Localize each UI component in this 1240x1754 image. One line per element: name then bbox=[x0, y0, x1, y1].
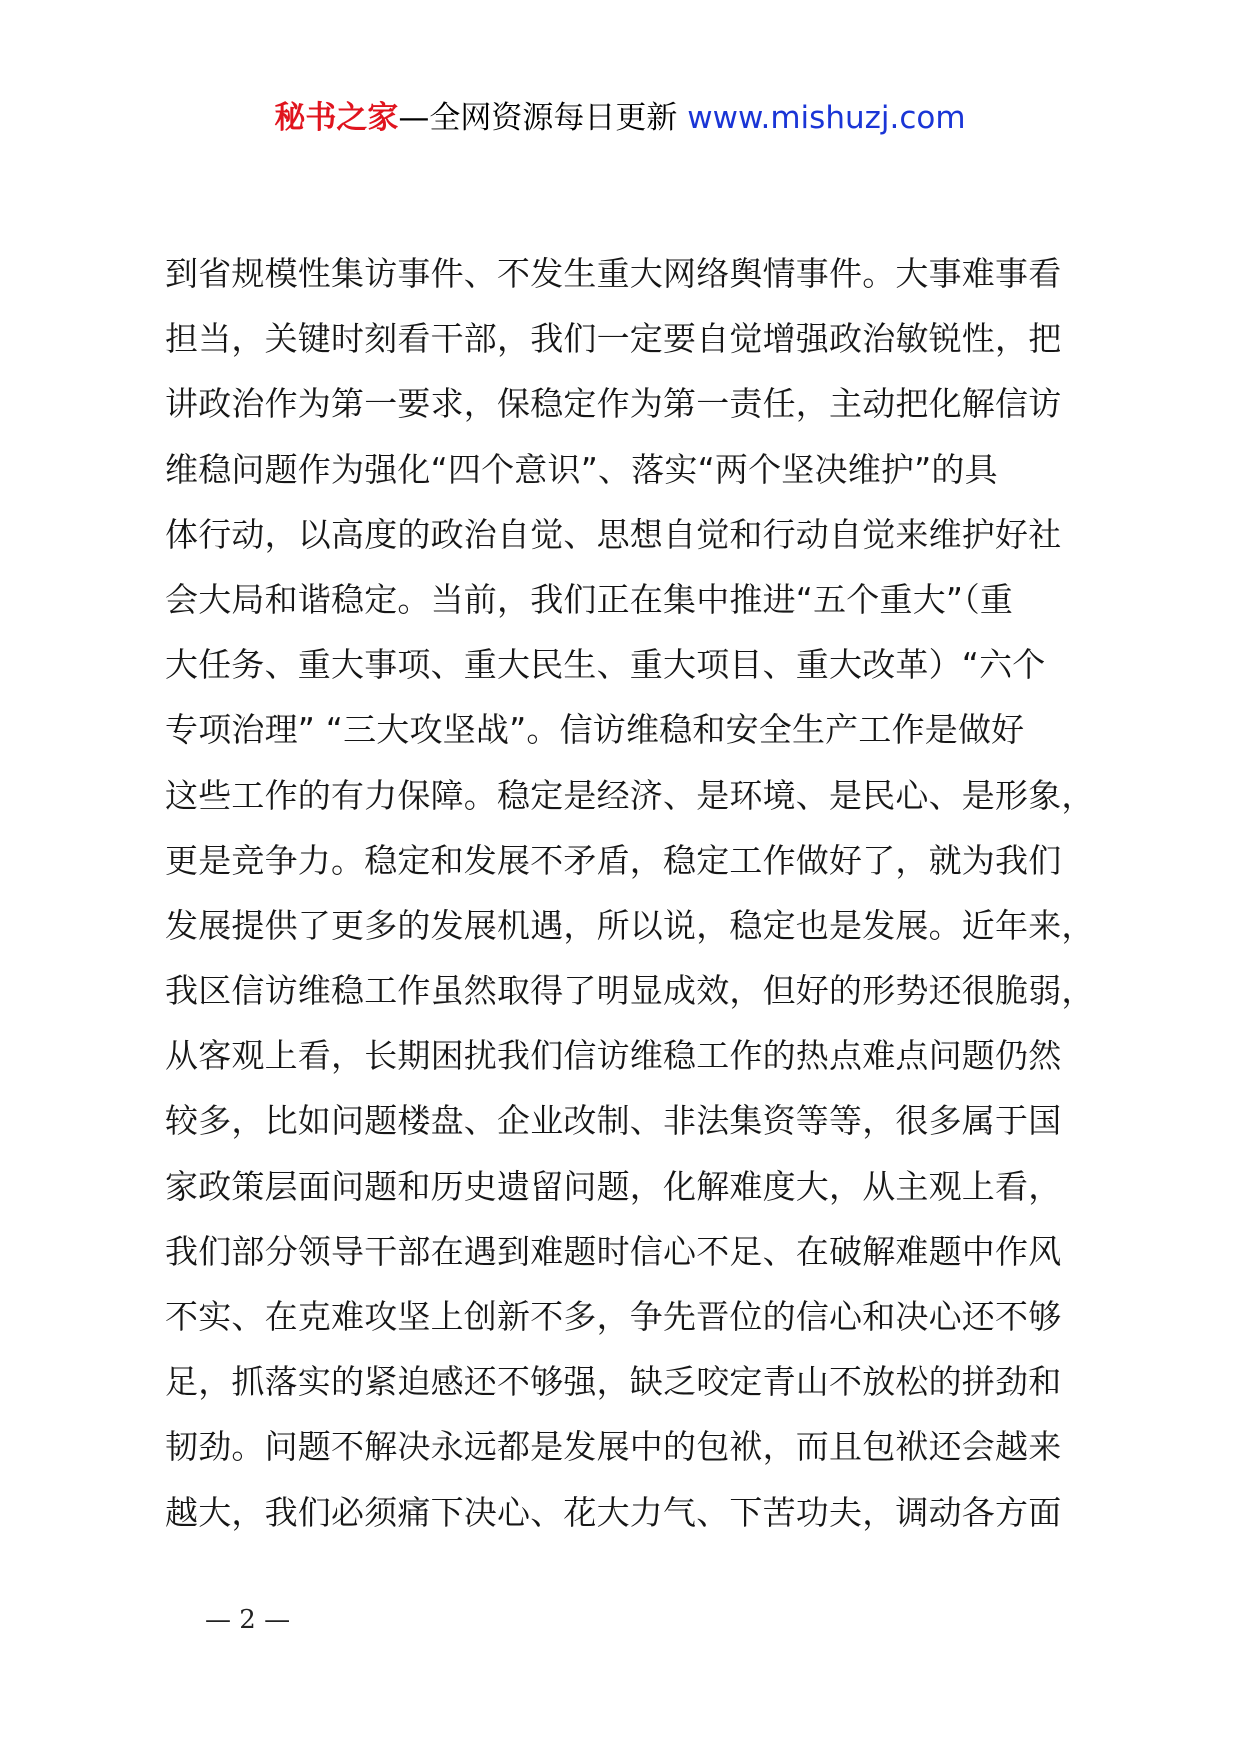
text-line: 讲政治作为第一要求，保稳定作为第一责任，主动把化解信访 bbox=[165, 384, 1062, 424]
page-header bbox=[0, 98, 1240, 138]
text-line: 体行动，以高度的政治自觉、思想自觉和行动自觉来维护好社 bbox=[165, 514, 1062, 554]
text-line: 到省规模性集访事件、不发生重大网络舆情事件。大事难事看 bbox=[165, 254, 1062, 293]
text-line: 韧劲。问题不解决永远都是发展中的包袱，而且包袱还会越来 bbox=[165, 1427, 1062, 1467]
text-line: 家政策层面问题和历史遗留问题，化解难度大，从主观上看， bbox=[165, 1166, 1062, 1206]
text-line: 从客观上看，长期困扰我们信访维稳工作的热点难点问题仍然 bbox=[165, 1036, 1062, 1076]
text-line: 我们部分领导干部在遇到难题时信心不足、在破解难题中作风 bbox=[165, 1231, 1062, 1271]
brand-name: 秘书之家 bbox=[274, 100, 399, 136]
text-line: 足，抓落实的紧迫感还不够强，缺乏咬定青山不放松的拼劲和 bbox=[165, 1362, 1062, 1402]
body-text bbox=[165, 241, 1105, 1545]
text-line: 更是竞争力。稳定和发展不矛盾，稳定工作做好了，就为我们 bbox=[165, 840, 1062, 880]
text-line: 大任务、重大事项、重大民生、重大项目、重大改革）“六个 bbox=[165, 645, 1046, 685]
text-line: 我区信访维稳工作虽然取得了明显成效，但好的形势还很脆弱， bbox=[165, 971, 1095, 1011]
header-url[interactable]: www.mishuzj.com bbox=[687, 100, 966, 136]
text-line: 越大，我们必须痛下决心、花大力气、下苦功夫，调动各方面 bbox=[165, 1492, 1062, 1532]
header-slogan: —全网资源每日更新 bbox=[398, 100, 678, 136]
text-line: 维稳问题作为强化“四个意识”、落实“两个坚决维护”的具 bbox=[165, 449, 998, 489]
text-line: 发展提供了更多的发展机遇，所以说，稳定也是发展。近年来， bbox=[165, 905, 1095, 945]
text-line: 专项治理” “三大攻坚战”。信访维稳和安全生产工作是做好 bbox=[165, 710, 1025, 750]
page-number: — 2 — bbox=[205, 1605, 291, 1635]
text-line: 这些工作的有力保障。稳定是经济、是环境、是民心、是形象， bbox=[165, 775, 1095, 815]
text-line: 不实、在克难攻坚上创新不多，争先晋位的信心和决心还不够 bbox=[165, 1297, 1062, 1336]
text-line: 较多，比如问题楼盘、企业改制、非法集资等等，很多属于国 bbox=[165, 1101, 1062, 1141]
text-line: 会大局和谐稳定。当前，我们正在集中推进“五个重大”（重 bbox=[165, 579, 1014, 619]
text-line: 担当，关键时刻看干部，我们一定要自觉增强政治敏锐性，把 bbox=[165, 319, 1062, 359]
